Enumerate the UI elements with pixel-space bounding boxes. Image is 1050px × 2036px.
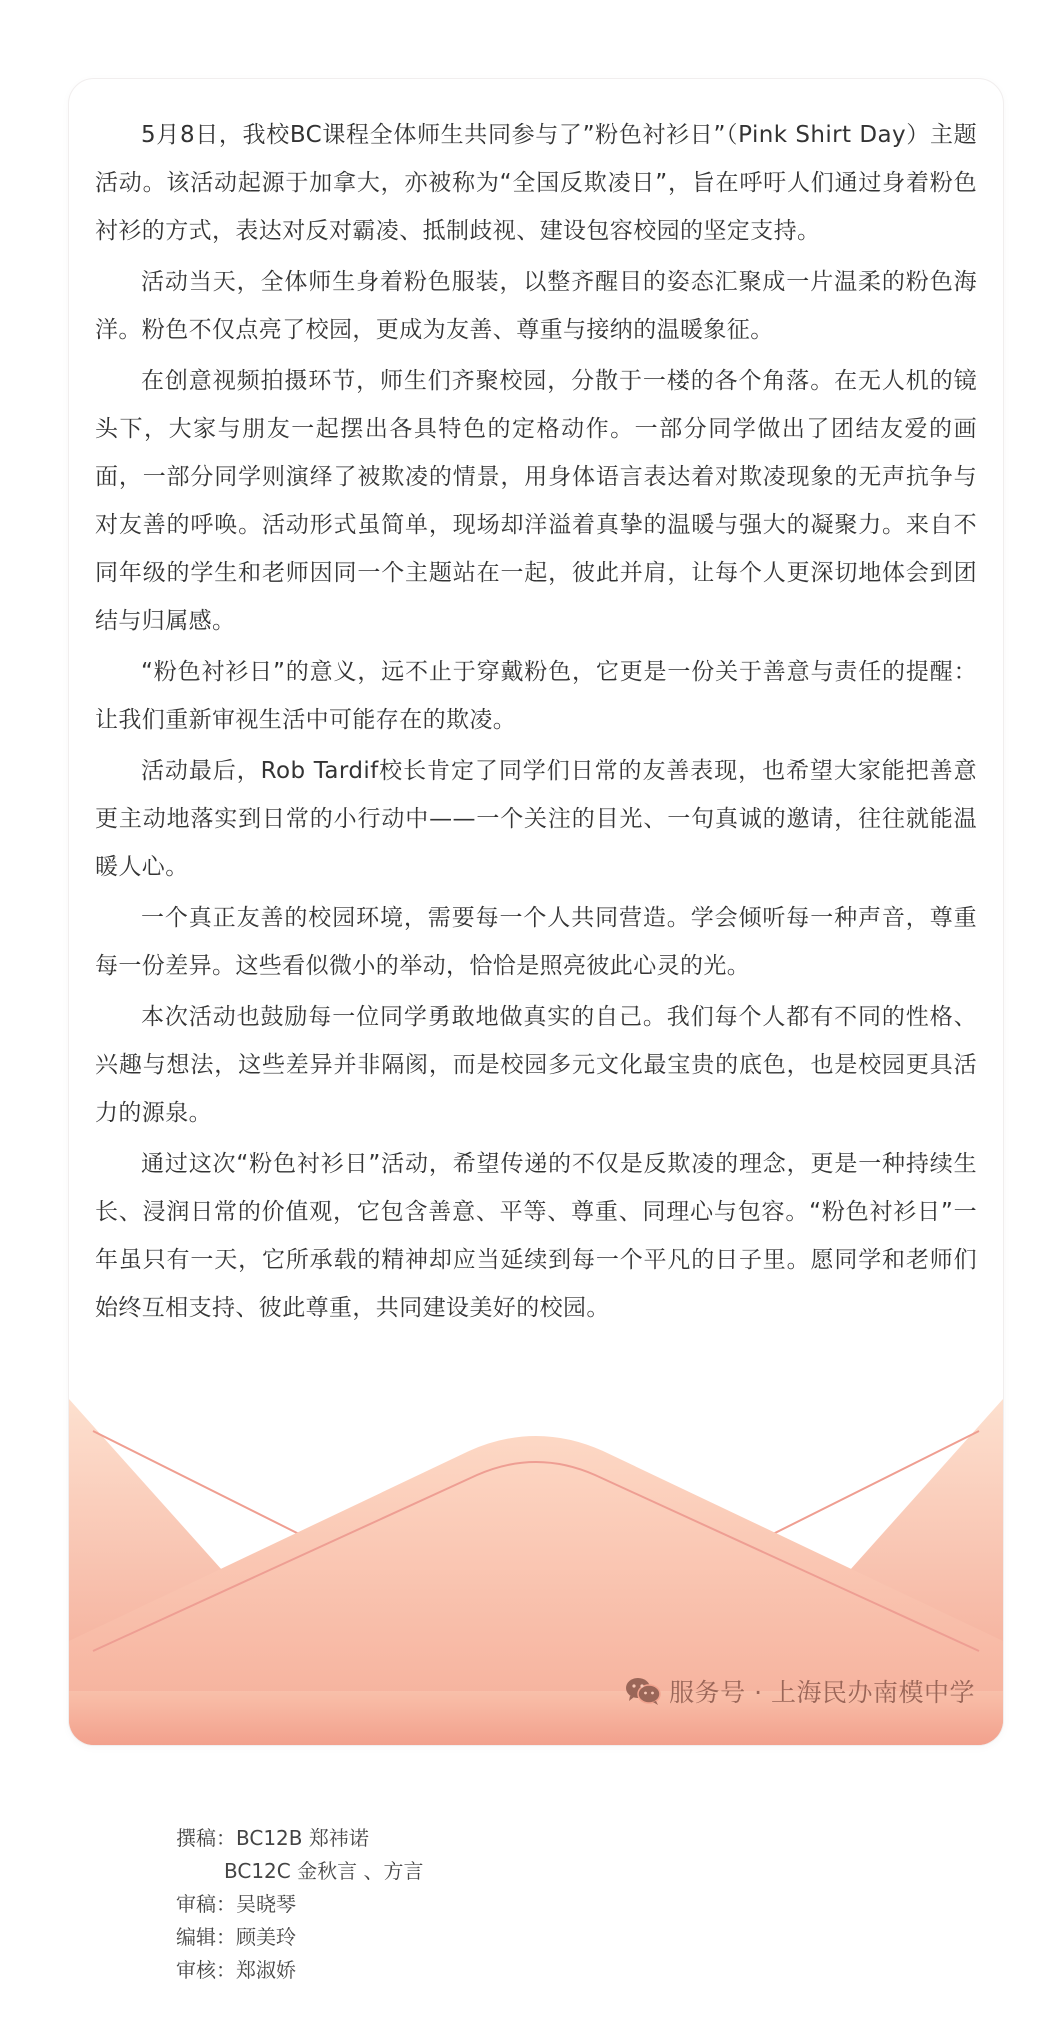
credit-writer-1: BC12B 郑祎诺 <box>236 1826 369 1850</box>
credit-approver: 审核：郑淑娇 <box>176 1958 296 1982</box>
credit-writer-row <box>176 1822 423 1855</box>
credit-editor: 编辑：顾美玲 <box>176 1925 296 1949</box>
watermark-text: 服务号 · 上海民办南模中学 <box>669 1678 975 1707</box>
article-paragraph-8: 通过这次“粉色衬衫日”活动，希望传递的不仅是反欺凌的理念，更是一种持续生长、浸润日常的价值观，它包含善意、平等、尊重、同理心与包容。“粉色衬衫日”一年虽只有一天，它所承载的精神却应当延续到每一个平凡的日子里。愿同学和老师们始终互相支持、彼此尊重，共同建设美好的校园。 <box>95 1151 977 1321</box>
article-paragraph-7: 本次活动也鼓励每一位同学勇敢地做真实的自己。我们每个人都有不同的性格、兴趣与想法，这些差异并非隔阂，而是校园多元文化最宝贵的底色，也是校园更具活力的源泉。 <box>95 1004 977 1126</box>
article-paragraph-5: 活动最后，Rob Tardif校长肯定了同学们日常的友善表现，也希望大家能把善意更主动地落实到日常的小行动中——一个关注的目光、一句真诚的邀请，往往就能温暖人心。 <box>95 758 977 880</box>
article-paragraph-6: 一个真正友善的校园环境，需要每一个人共同营造。学会倾听每一种声音，尊重每一份差异。这些看似微小的举动，恰恰是照亮彼此心灵的光。 <box>95 905 977 979</box>
wechat-icon <box>625 1676 661 1706</box>
article-paragraph-2: 活动当天，全体师生身着粉色服装，以整齐醒目的姿态汇聚成一片温柔的粉色海洋。粉色不仅点亮了校园，更成为友善、尊重与接纳的温暖象征。 <box>95 269 977 343</box>
article-body <box>95 111 977 1335</box>
credit-writer-label: 撰稿： <box>176 1826 236 1850</box>
article-card <box>68 78 1004 1746</box>
article-paragraph-1: 5月8日，我校BC课程全体师生共同参与了”粉色衬衫日”（Pink Shirt Day）主题活动。该活动起源于加拿大，亦被称为“全国反欺凌日”，旨在呼吁人们通过身着粉色衬衫的方式，表达对反对霸凌、抵制歧视、建设包容校园的坚定支持。 <box>95 122 977 244</box>
article-paragraph-4: “粉色衬衫日”的意义，远不止于穿戴粉色，它更是一份关于善意与责任的提醒：让我们重新审视生活中可能存在的欺凌。 <box>95 659 977 733</box>
article-paragraph-3: 在创意视频拍摄环节，师生们齐聚校园，分散于一楼的各个角落。在无人机的镜头下，大家与朋友一起摆出各具特色的定格动作。一部分同学做出了团结友爱的画面，一部分同学则演绎了被欺凌的情景，用身体语言表达着对欺凌现象的无声抗争与对友善的呼唤。活动形式虽简单，现场却洋溢着真挚的温暖与强大的凝聚力。来自不同年级的学生和老师因同一个主题站在一起，彼此并肩，让每个人更深切地体会到团结与归属感。 <box>95 368 977 634</box>
credit-writer-2: BC12C 金秋言 、方言 <box>224 1859 424 1883</box>
watermark <box>625 1673 975 1709</box>
credit-reviewer: 审稿：吴晓琴 <box>176 1892 296 1916</box>
credits <box>176 1822 423 1987</box>
